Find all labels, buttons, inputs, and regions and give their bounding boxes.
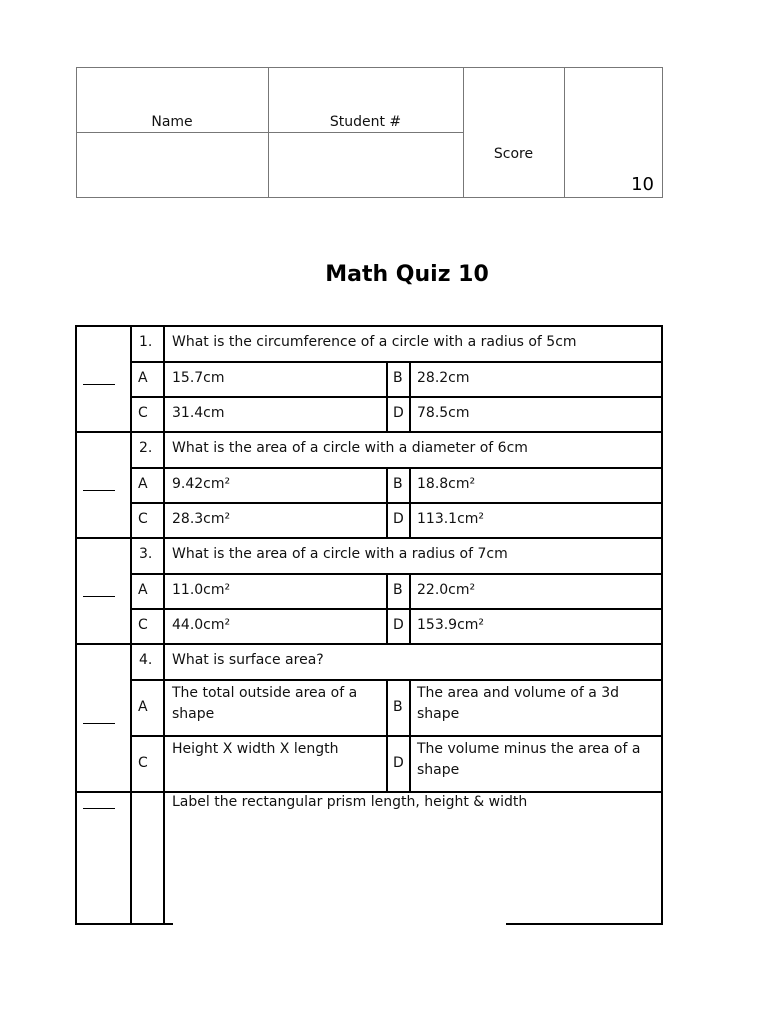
number-column-border (163, 643, 165, 793)
option-divider (386, 573, 388, 645)
question-right-border (661, 537, 663, 645)
question-right-border (661, 643, 663, 793)
question-bottom-border (75, 643, 663, 645)
question-left-border (75, 431, 77, 539)
option-divider (409, 467, 411, 539)
option-d-text: 113.1cm² (417, 511, 485, 527)
option-c-text: Height X width X length (172, 741, 339, 757)
question-number: 2. (139, 440, 153, 456)
option-divider (386, 467, 388, 539)
option-row-border (130, 467, 663, 469)
option-b-text: 18.8cm² (417, 476, 476, 492)
option-row-border (130, 679, 663, 681)
option-letter-b: B (393, 699, 403, 715)
option-d-text: 78.5cm (417, 405, 470, 421)
option-b-text: 28.2cm (417, 370, 470, 386)
option-d-text: The volume minus the area of a shape (417, 741, 641, 778)
question-left-border (75, 325, 77, 433)
number-column-border (163, 325, 165, 433)
option-row-border (130, 608, 663, 610)
option-b-text: The area and volume of a 3d shape (417, 685, 620, 722)
option-letter-c: C (138, 755, 148, 771)
name-field[interactable] (77, 133, 268, 197)
option-a-text: The total outside area of a shape (172, 685, 358, 722)
option-c-text: 31.4cm (172, 405, 225, 421)
option-letter-d: D (393, 755, 404, 771)
question-right-border (661, 431, 663, 539)
answer-column-border (130, 431, 132, 539)
option-a-text: 9.42cm² (172, 476, 231, 492)
label-right-border (661, 791, 663, 925)
label-task-text: Label the rectangular prism length, height & width (172, 794, 528, 810)
student-info-box (76, 67, 663, 198)
option-letter-a: A (138, 699, 148, 715)
answer-column-border (130, 537, 132, 645)
question-number: 4. (139, 652, 153, 668)
option-letter-d: D (393, 617, 404, 633)
student-number-label: Student # (329, 114, 402, 130)
answer-blank-1[interactable] (83, 384, 115, 385)
option-a-text: 11.0cm² (172, 582, 231, 598)
table-top-border (75, 325, 663, 327)
question-right-border (661, 325, 663, 433)
label-left-border (75, 791, 77, 925)
option-letter-b: B (393, 370, 403, 386)
option-row-border (130, 361, 663, 363)
answer-blank-3[interactable] (83, 596, 115, 597)
option-c-text: 28.3cm² (172, 511, 231, 527)
question-bottom-border (75, 431, 663, 433)
student-number-field[interactable] (269, 133, 463, 197)
prism-drawing-area[interactable] (165, 815, 661, 923)
answer-blank-4[interactable] (83, 723, 115, 724)
option-divider (409, 573, 411, 645)
question-text: What is the area of a circle with a radius of 7cm (172, 546, 508, 562)
question-number: 1. (139, 334, 153, 350)
option-divider (409, 679, 411, 793)
option-letter-c: C (138, 405, 148, 421)
question-number: 3. (139, 546, 153, 562)
score-label: Score (493, 146, 534, 162)
option-a-text: 15.7cm (172, 370, 225, 386)
question-bottom-border (75, 537, 663, 539)
answer-column-border (130, 325, 132, 433)
option-b-text: 22.0cm² (417, 582, 476, 598)
answer-column-border (130, 643, 132, 793)
number-column-border (163, 537, 165, 645)
option-divider (386, 679, 388, 793)
question-text: What is surface area? (172, 652, 324, 668)
question-left-border (75, 643, 77, 793)
question-left-border (75, 537, 77, 645)
number-column-border (163, 431, 165, 539)
page-title: Math Quiz 10 (325, 262, 489, 287)
option-letter-a: A (138, 476, 148, 492)
option-row-border (130, 573, 663, 575)
option-letter-d: D (393, 511, 404, 527)
option-letter-b: B (393, 582, 403, 598)
option-letter-a: A (138, 582, 148, 598)
option-divider (386, 361, 388, 433)
label-bottom-border-left (75, 923, 173, 925)
option-letter-a: A (138, 370, 148, 386)
score-max-value: 10 (631, 174, 654, 195)
option-letter-d: D (393, 405, 404, 421)
option-c-text: 44.0cm² (172, 617, 231, 633)
question-text: What is the circumference of a circle with a radius of 5cm (172, 334, 577, 350)
option-d-text: 153.9cm² (417, 617, 485, 633)
option-divider (409, 361, 411, 433)
option-letter-c: C (138, 511, 148, 527)
label-answer-border (130, 791, 132, 925)
answer-blank-5[interactable] (83, 808, 115, 809)
option-row-border (130, 502, 663, 504)
answer-blank-2[interactable] (83, 490, 115, 491)
option-letter-c: C (138, 617, 148, 633)
option-row-border (130, 735, 663, 737)
option-letter-b: B (393, 476, 403, 492)
question-text: What is the area of a circle with a diameter of 6cm (172, 440, 528, 456)
label-bottom-border-right (506, 923, 663, 925)
name-label: Name (151, 114, 193, 130)
option-row-border (130, 396, 663, 398)
